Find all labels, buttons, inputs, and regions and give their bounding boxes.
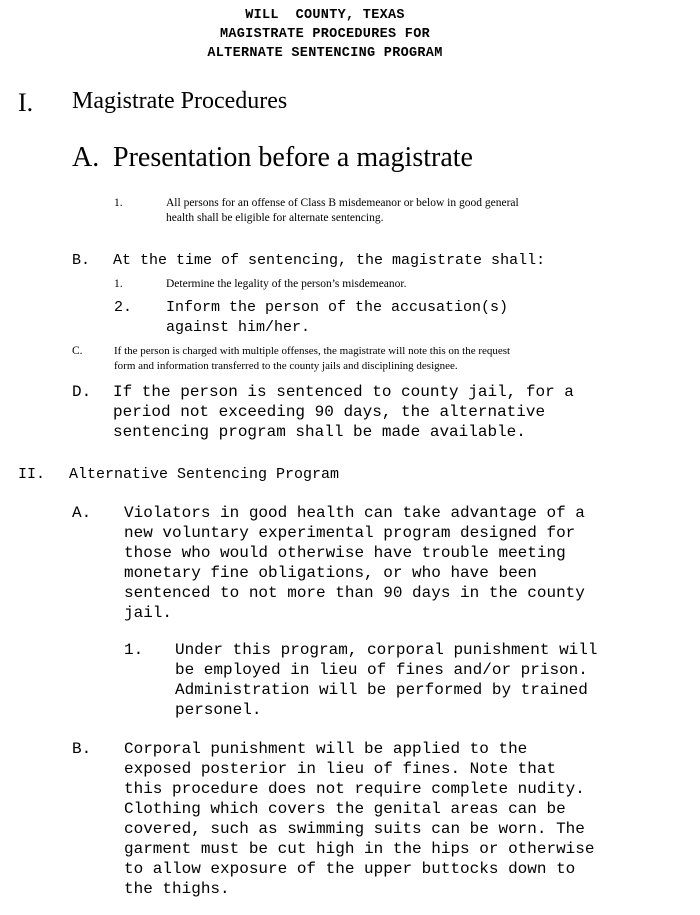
section-2b-line6: garment must be cut high in the hips or otherwise — [124, 840, 595, 858]
section-2a-item1-line2: be employed in lieu of fines and/or prison. — [175, 661, 588, 679]
section-2b-line2: exposed posterior in lieu of fines. Note that — [124, 760, 557, 778]
section-1d-label: D. — [72, 383, 92, 401]
section-1a-label: A. — [72, 142, 100, 173]
section-1-title: Magistrate Procedures — [72, 88, 288, 114]
section-1a-title: Presentation before a magistrate — [113, 142, 473, 173]
section-2b-line1: Corporal punishment will be applied to the — [124, 740, 528, 758]
section-2b-line7: to allow exposure of the upper buttocks down to — [124, 860, 576, 878]
section-2b-label: B. — [72, 740, 92, 758]
section-2b-line8: the thighs. — [124, 880, 230, 898]
section-1c-line1: If the person is charged with multiple offenses, the magistrate will note this on the request — [114, 345, 511, 357]
section-2a-item1-line3: Administration will be performed by trained — [175, 681, 588, 699]
section-1-numeral: I. — [18, 88, 34, 117]
section-2a-item1-line1: Under this program, corporal punishment will — [175, 641, 598, 659]
header-procedures: MAGISTRATE PROCEDURES FOR — [219, 27, 431, 42]
header-program: ALTERNATE SENTENCING PROGRAM — [207, 46, 443, 61]
section-2b-line3: this procedure does not require complete nudity. — [124, 780, 585, 798]
section-2a-item1-num: 1. — [124, 641, 144, 659]
section-2a-line5: sentenced to not more than 90 days in the county — [124, 584, 585, 602]
section-1c-line2: form and information transferred to the county jails and disciplining designee. — [114, 360, 458, 372]
section-1b-item1-text: Determine the legality of the person’s misdemeanor. — [166, 278, 407, 290]
section-1b-item2-num: 2. — [114, 299, 133, 316]
section-2a-item1-line4: personel. — [175, 701, 262, 719]
section-2b-line5: covered, such as swimming suits can be worn. The — [124, 820, 585, 838]
section-2a-line4: monetary fine obligations, or who have been — [124, 564, 537, 582]
section-2a-line3: those who would otherwise have trouble meeting — [124, 544, 566, 562]
header-county: WILL COUNTY, TEXAS — [245, 8, 405, 23]
section-1a-item1-line2: health shall be eligible for alternate sentencing. — [166, 212, 384, 224]
section-1b-item2-line1: Inform the person of the accusation(s) — [166, 299, 509, 316]
section-1d-line1: If the person is sentenced to county jail, for a — [113, 383, 574, 401]
section-2-numeral: II. — [18, 466, 46, 483]
section-1b-label: B. — [72, 252, 91, 269]
section-1c-label: C. — [72, 345, 83, 357]
section-1a-item1-line1: All persons for an offense of Class B misdemeanor or below in good general — [166, 197, 519, 209]
section-1b-item2-line2: against him/her. — [166, 319, 311, 336]
section-1b-title: At the time of sentencing, the magistrate shall: — [113, 252, 546, 269]
section-1d-line3: sentencing program shall be made available. — [113, 423, 526, 441]
section-1b-item1-num: 1. — [114, 278, 123, 290]
section-2b-line4: Clothing which covers the genital areas can be — [124, 800, 566, 818]
section-1a-item1-num: 1. — [114, 197, 123, 209]
section-1d-line2: period not exceeding 90 days, the alternative — [113, 403, 546, 421]
section-2-title: Alternative Sentencing Program — [69, 466, 340, 483]
section-2a-label: A. — [72, 504, 92, 522]
section-2a-line2: new voluntary experimental program designed for — [124, 524, 576, 542]
section-2a-line1: Violators in good health can take advantage of a — [124, 504, 585, 522]
section-2a-line6: jail. — [124, 604, 173, 622]
